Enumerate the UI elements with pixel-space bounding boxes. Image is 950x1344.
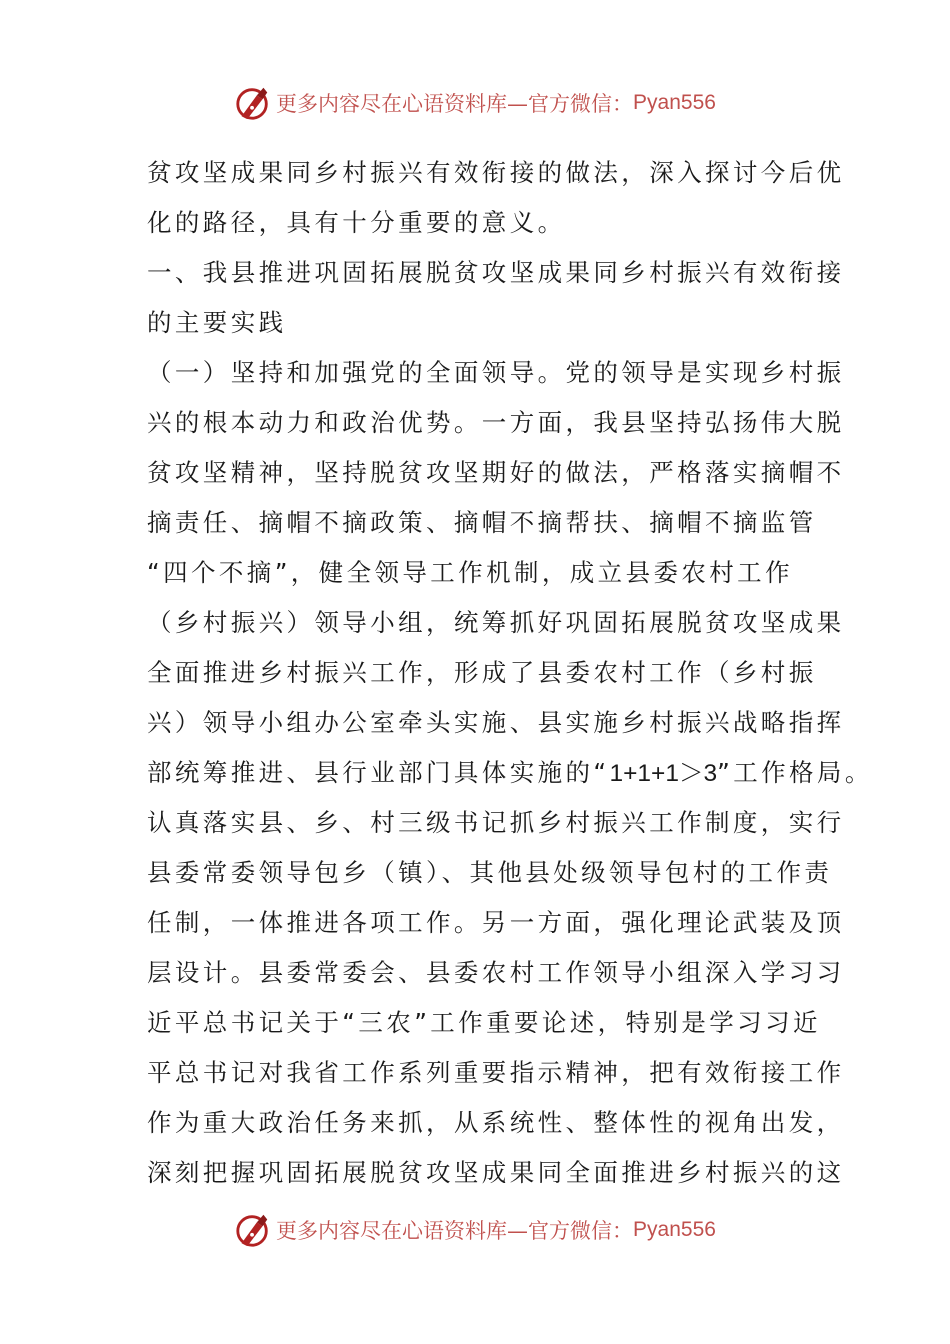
body-line: 贫攻坚精神，坚持脱贫攻坚期好的做法，严格落实摘帽不 bbox=[147, 458, 845, 487]
body-line: 近平总书记关于“三农”工作重要论述，特别是学习习近 bbox=[147, 1008, 821, 1037]
body-line: 化的路径，具有十分重要的意义。 bbox=[147, 208, 566, 237]
section-heading: 的主要实践 bbox=[147, 308, 287, 337]
body-line: 县委常委领导包乡（镇）、其他县处级领导包村的工作责 bbox=[147, 858, 833, 887]
formula-text: 1+1+1＞3 bbox=[609, 760, 718, 787]
footer-watermark-banner bbox=[0, 1210, 950, 1250]
line-text-post: ”工作格局。 bbox=[717, 758, 873, 787]
body-line: 层设计。县委常委会、县委农村工作领导小组深入学习习 bbox=[147, 958, 845, 987]
banner-wechat-id: Pyan556 bbox=[633, 1218, 716, 1241]
banner-text: 更多内容尽在心语资料库—官方微信： bbox=[276, 1219, 634, 1243]
body-line: 全面推进乡村振兴工作，形成了县委农村工作（乡村振 bbox=[147, 658, 817, 687]
section-heading: 一、我县推进巩固拓展脱贫攻坚成果同乡村振兴有效衔接 bbox=[147, 258, 845, 287]
body-line: 作为重大政治任务来抓，从系统性、整体性的视角出发， bbox=[147, 1108, 845, 1137]
banner-wechat-id: Pyan556 bbox=[633, 91, 716, 114]
pen-nib-logo-icon bbox=[234, 1211, 272, 1249]
body-line: 认真落实县、乡、村三级书记抓乡村振兴工作制度，实行 bbox=[147, 808, 845, 837]
body-line: 任制，一体推进各项工作。另一方面，强化理论武装及顶 bbox=[147, 908, 845, 937]
body-line-formula bbox=[147, 748, 873, 798]
line-text-pre: 部统筹推进、县行业部门具体实施的“ bbox=[147, 758, 610, 787]
header-watermark-banner bbox=[0, 83, 950, 123]
body-line: 摘责任、摘帽不摘政策、摘帽不摘帮扶、摘帽不摘监管 bbox=[147, 508, 817, 537]
body-line: 兴）领导小组办公室牵头实施、县实施乡村振兴战略指挥 bbox=[147, 708, 845, 737]
body-line: “四个不摘”，健全领导工作机制，成立县委农村工作 bbox=[147, 558, 793, 587]
body-line: 兴的根本动力和政治优势。一方面，我县坚持弘扬伟大脱 bbox=[147, 408, 845, 437]
body-line: （一）坚持和加强党的全面领导。党的领导是实现乡村振 bbox=[147, 358, 845, 387]
document-body bbox=[147, 148, 873, 1198]
body-line: 平总书记对我省工作系列重要指示精神，把有效衔接工作 bbox=[147, 1058, 845, 1087]
body-line: 深刻把握巩固拓展脱贫攻坚成果同全面推进乡村振兴的这 bbox=[147, 1158, 845, 1187]
pen-nib-logo-icon bbox=[234, 84, 272, 122]
body-line: 贫攻坚成果同乡村振兴有效衔接的做法，深入探讨今后优 bbox=[147, 158, 845, 187]
banner-text: 更多内容尽在心语资料库—官方微信： bbox=[276, 92, 634, 116]
body-line: （乡村振兴）领导小组，统筹抓好巩固拓展脱贫攻坚成果 bbox=[147, 608, 845, 637]
